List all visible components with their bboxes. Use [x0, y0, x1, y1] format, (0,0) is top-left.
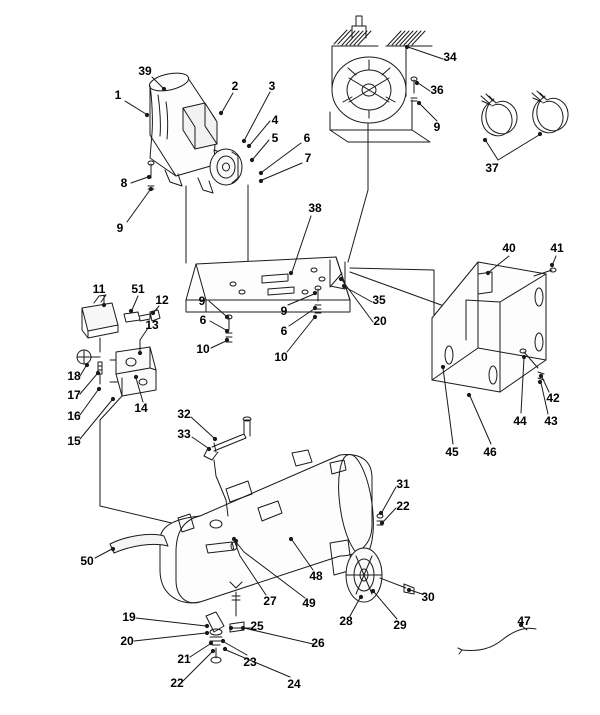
callout-label: 20	[120, 634, 134, 648]
shroud-panel	[432, 262, 556, 392]
callout-label: 13	[145, 318, 159, 332]
callout-label: 3	[268, 79, 276, 93]
callout-label: 1	[114, 88, 122, 102]
callout-label: 19	[122, 610, 136, 624]
callout-label: 14	[134, 401, 148, 415]
callout-label: 37	[485, 161, 499, 175]
pressure-switch-assembly	[77, 295, 180, 525]
callout-label: 6	[303, 131, 311, 145]
callout-label: 50	[80, 554, 94, 568]
callout-label: 41	[550, 241, 564, 255]
callout-label: 22	[170, 676, 184, 690]
callout-label: 31	[396, 477, 410, 491]
callout-label: 18	[67, 369, 81, 383]
callout-label: 9	[198, 294, 206, 308]
callout-label: 5	[271, 131, 279, 145]
callout-label: 34	[443, 50, 457, 64]
callout-label: 24	[287, 677, 301, 691]
callout-label: 38	[308, 201, 322, 215]
callout-label: 39	[138, 64, 152, 78]
callout-label: 26	[311, 636, 325, 650]
callout-label: 27	[263, 594, 277, 608]
callout-label: 43	[544, 414, 558, 428]
callout-label: 46	[483, 445, 497, 459]
callout-label: 33	[177, 427, 191, 441]
callout-label: 47	[517, 614, 531, 628]
callout-label: 32	[177, 407, 191, 421]
callout-label: 25	[250, 619, 264, 633]
callout-label: 8	[120, 176, 128, 190]
callout-label: 42	[546, 391, 560, 405]
callout-label: 20	[373, 314, 387, 328]
callout-label: 9	[280, 304, 288, 318]
callout-label: 10	[274, 350, 288, 364]
callout-label: 4	[271, 113, 279, 127]
callout-label: 11	[92, 282, 106, 296]
callout-label: 2	[231, 79, 239, 93]
callout-label: 30	[421, 590, 435, 604]
callout-label: 23	[243, 655, 257, 669]
callout-label: 6	[199, 313, 207, 327]
hose-coils	[481, 91, 568, 160]
callout-label: 22	[396, 499, 410, 513]
callout-label: 9	[433, 120, 441, 134]
callout-label: 45	[445, 445, 459, 459]
callout-label: 44	[513, 414, 527, 428]
base-plate	[186, 257, 350, 342]
tank-assembly	[110, 450, 379, 666]
callout-label: 49	[302, 596, 316, 610]
callout-label: 35	[372, 293, 386, 307]
callout-label: 36	[430, 83, 444, 97]
callout-label: 16	[67, 409, 81, 423]
callout-label: 6	[280, 324, 288, 338]
callout-label: 40	[502, 241, 516, 255]
callout-label: 28	[339, 614, 353, 628]
callout-label: 10	[196, 342, 210, 356]
callout-label: 51	[131, 282, 145, 296]
callout-label: 48	[309, 569, 323, 583]
callout-label: 7	[304, 151, 312, 165]
pump-assembly	[330, 16, 432, 262]
callout-label: 15	[67, 434, 81, 448]
callout-label: 17	[67, 388, 81, 402]
callout-label: 12	[155, 293, 169, 307]
callout-label: 9	[116, 221, 124, 235]
callout-label: 21	[177, 652, 191, 666]
motor-assembly	[148, 70, 242, 193]
callout-label: 29	[393, 618, 407, 632]
